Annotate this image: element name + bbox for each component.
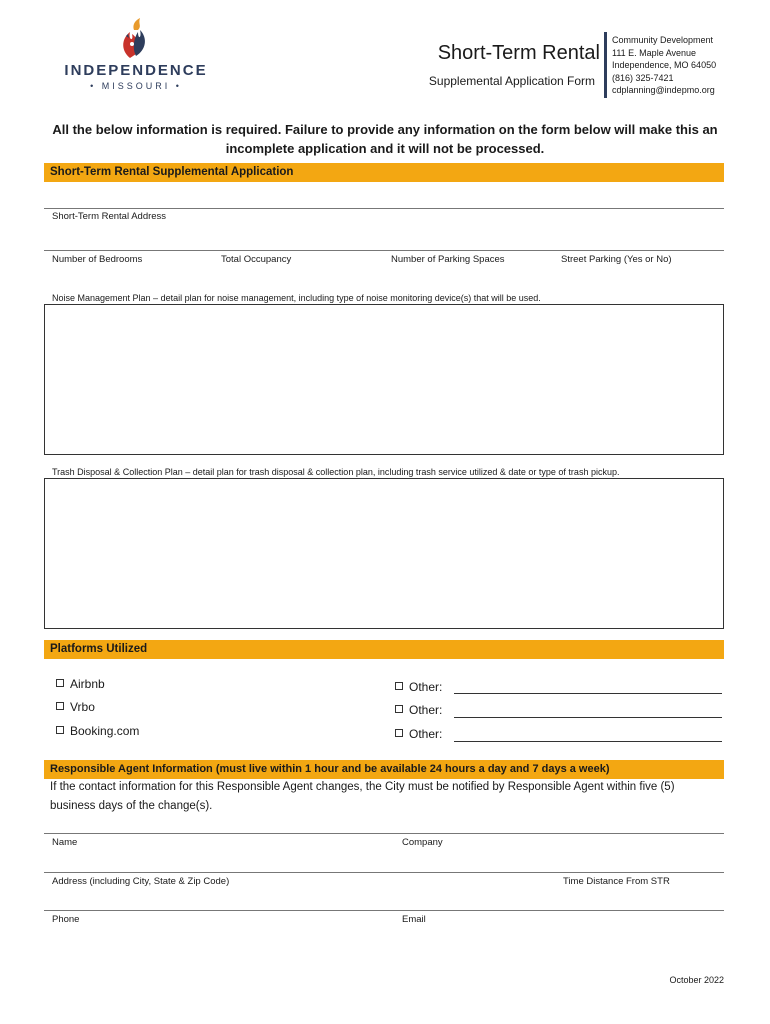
checkbox-icon[interactable] xyxy=(395,682,403,690)
trash-plan-label: Trash Disposal & Collection Plan – detail plan for trash disposal & collection plan, including trash service utilized & date or type of trash pickup. xyxy=(52,467,620,477)
section-heading-application: Short-Term Rental Supplemental Application xyxy=(44,163,724,182)
contact-block xyxy=(612,34,716,97)
checkbox-other-2[interactable]: Other: xyxy=(395,703,442,717)
parking-label: Number of Parking Spaces xyxy=(391,254,505,265)
checkbox-icon[interactable] xyxy=(395,729,403,737)
address-distance-field[interactable] xyxy=(44,872,724,873)
other-3-field[interactable] xyxy=(454,741,722,742)
other-2-field[interactable] xyxy=(454,717,722,718)
checkbox-icon[interactable] xyxy=(56,679,64,687)
contact-dept: Community Development xyxy=(612,35,714,45)
city-logo xyxy=(116,16,156,60)
contact-street: 111 E. Maple Avenue xyxy=(612,47,697,58)
agent-company-label: Company xyxy=(402,837,443,848)
other-1-field[interactable] xyxy=(454,693,722,694)
section-heading-platforms: Platforms Utilized xyxy=(44,640,724,659)
noise-plan-label: Noise Management Plan – detail plan for noise management, including type of noise monitoring device(s) that will be used. xyxy=(52,293,541,303)
org-name: INDEPENDENCE xyxy=(64,62,208,79)
phone-email-field[interactable] xyxy=(44,910,724,911)
org-subtitle: • MISSOURI • xyxy=(90,81,182,91)
checkbox-booking[interactable]: Booking.com xyxy=(56,724,139,738)
checkbox-icon[interactable] xyxy=(56,726,64,734)
checkbox-icon[interactable] xyxy=(395,705,403,713)
name-company-field[interactable] xyxy=(44,833,724,834)
agent-name-label: Name xyxy=(52,837,78,848)
address-label: Short-Term Rental Address xyxy=(52,211,167,222)
noise-plan-textarea[interactable] xyxy=(44,304,724,455)
bedrooms-label: Number of Bedrooms xyxy=(52,254,143,265)
checkbox-other-1[interactable]: Other: xyxy=(395,680,442,694)
checkbox-icon[interactable] xyxy=(56,702,64,710)
header-divider xyxy=(604,32,607,98)
agent-address-label: Address (including City, State & Zip Code) xyxy=(52,876,230,887)
counts-field-line[interactable] xyxy=(44,250,724,251)
agent-phone-label: Phone xyxy=(52,914,80,925)
distance-label: Time Distance From STR xyxy=(563,876,670,887)
address-field[interactable] xyxy=(44,208,724,209)
agent-email-label: Email xyxy=(402,914,426,925)
trash-plan-textarea[interactable] xyxy=(44,478,724,629)
checkbox-other-3[interactable]: Other: xyxy=(395,727,442,741)
occupancy-label: Total Occupancy xyxy=(221,254,292,265)
contact-city: Independence, MO 64050 xyxy=(612,60,717,71)
section-heading-agent: Responsible Agent Information (must live within 1 hour and be available 24 hours a day and 7 days a week) xyxy=(44,760,724,779)
checkbox-airbnb[interactable]: Airbnb xyxy=(56,677,105,691)
form-title: Short-Term Rental xyxy=(437,42,600,64)
street-parking-label: Street Parking (Yes or No) xyxy=(561,254,672,265)
agent-note: If the contact information for this Responsible Agent changes, the City must be notified by Responsible Agent within five (5) business days of the change(s). xyxy=(50,781,675,812)
footer-date: October 2022 xyxy=(669,975,724,985)
required-notice: All the below information is required. Failure to provide any information on the form below will make this an incomplete application and it will not be processed. xyxy=(52,122,718,156)
checkbox-vrbo[interactable]: Vrbo xyxy=(56,700,95,714)
contact-phone: (816) 325-7421 xyxy=(612,72,674,83)
form-subtitle: Supplemental Application Form xyxy=(428,74,595,88)
contact-email[interactable]: cdplanning@indepmo.org xyxy=(612,85,715,96)
flame-emblem-icon xyxy=(116,16,156,60)
